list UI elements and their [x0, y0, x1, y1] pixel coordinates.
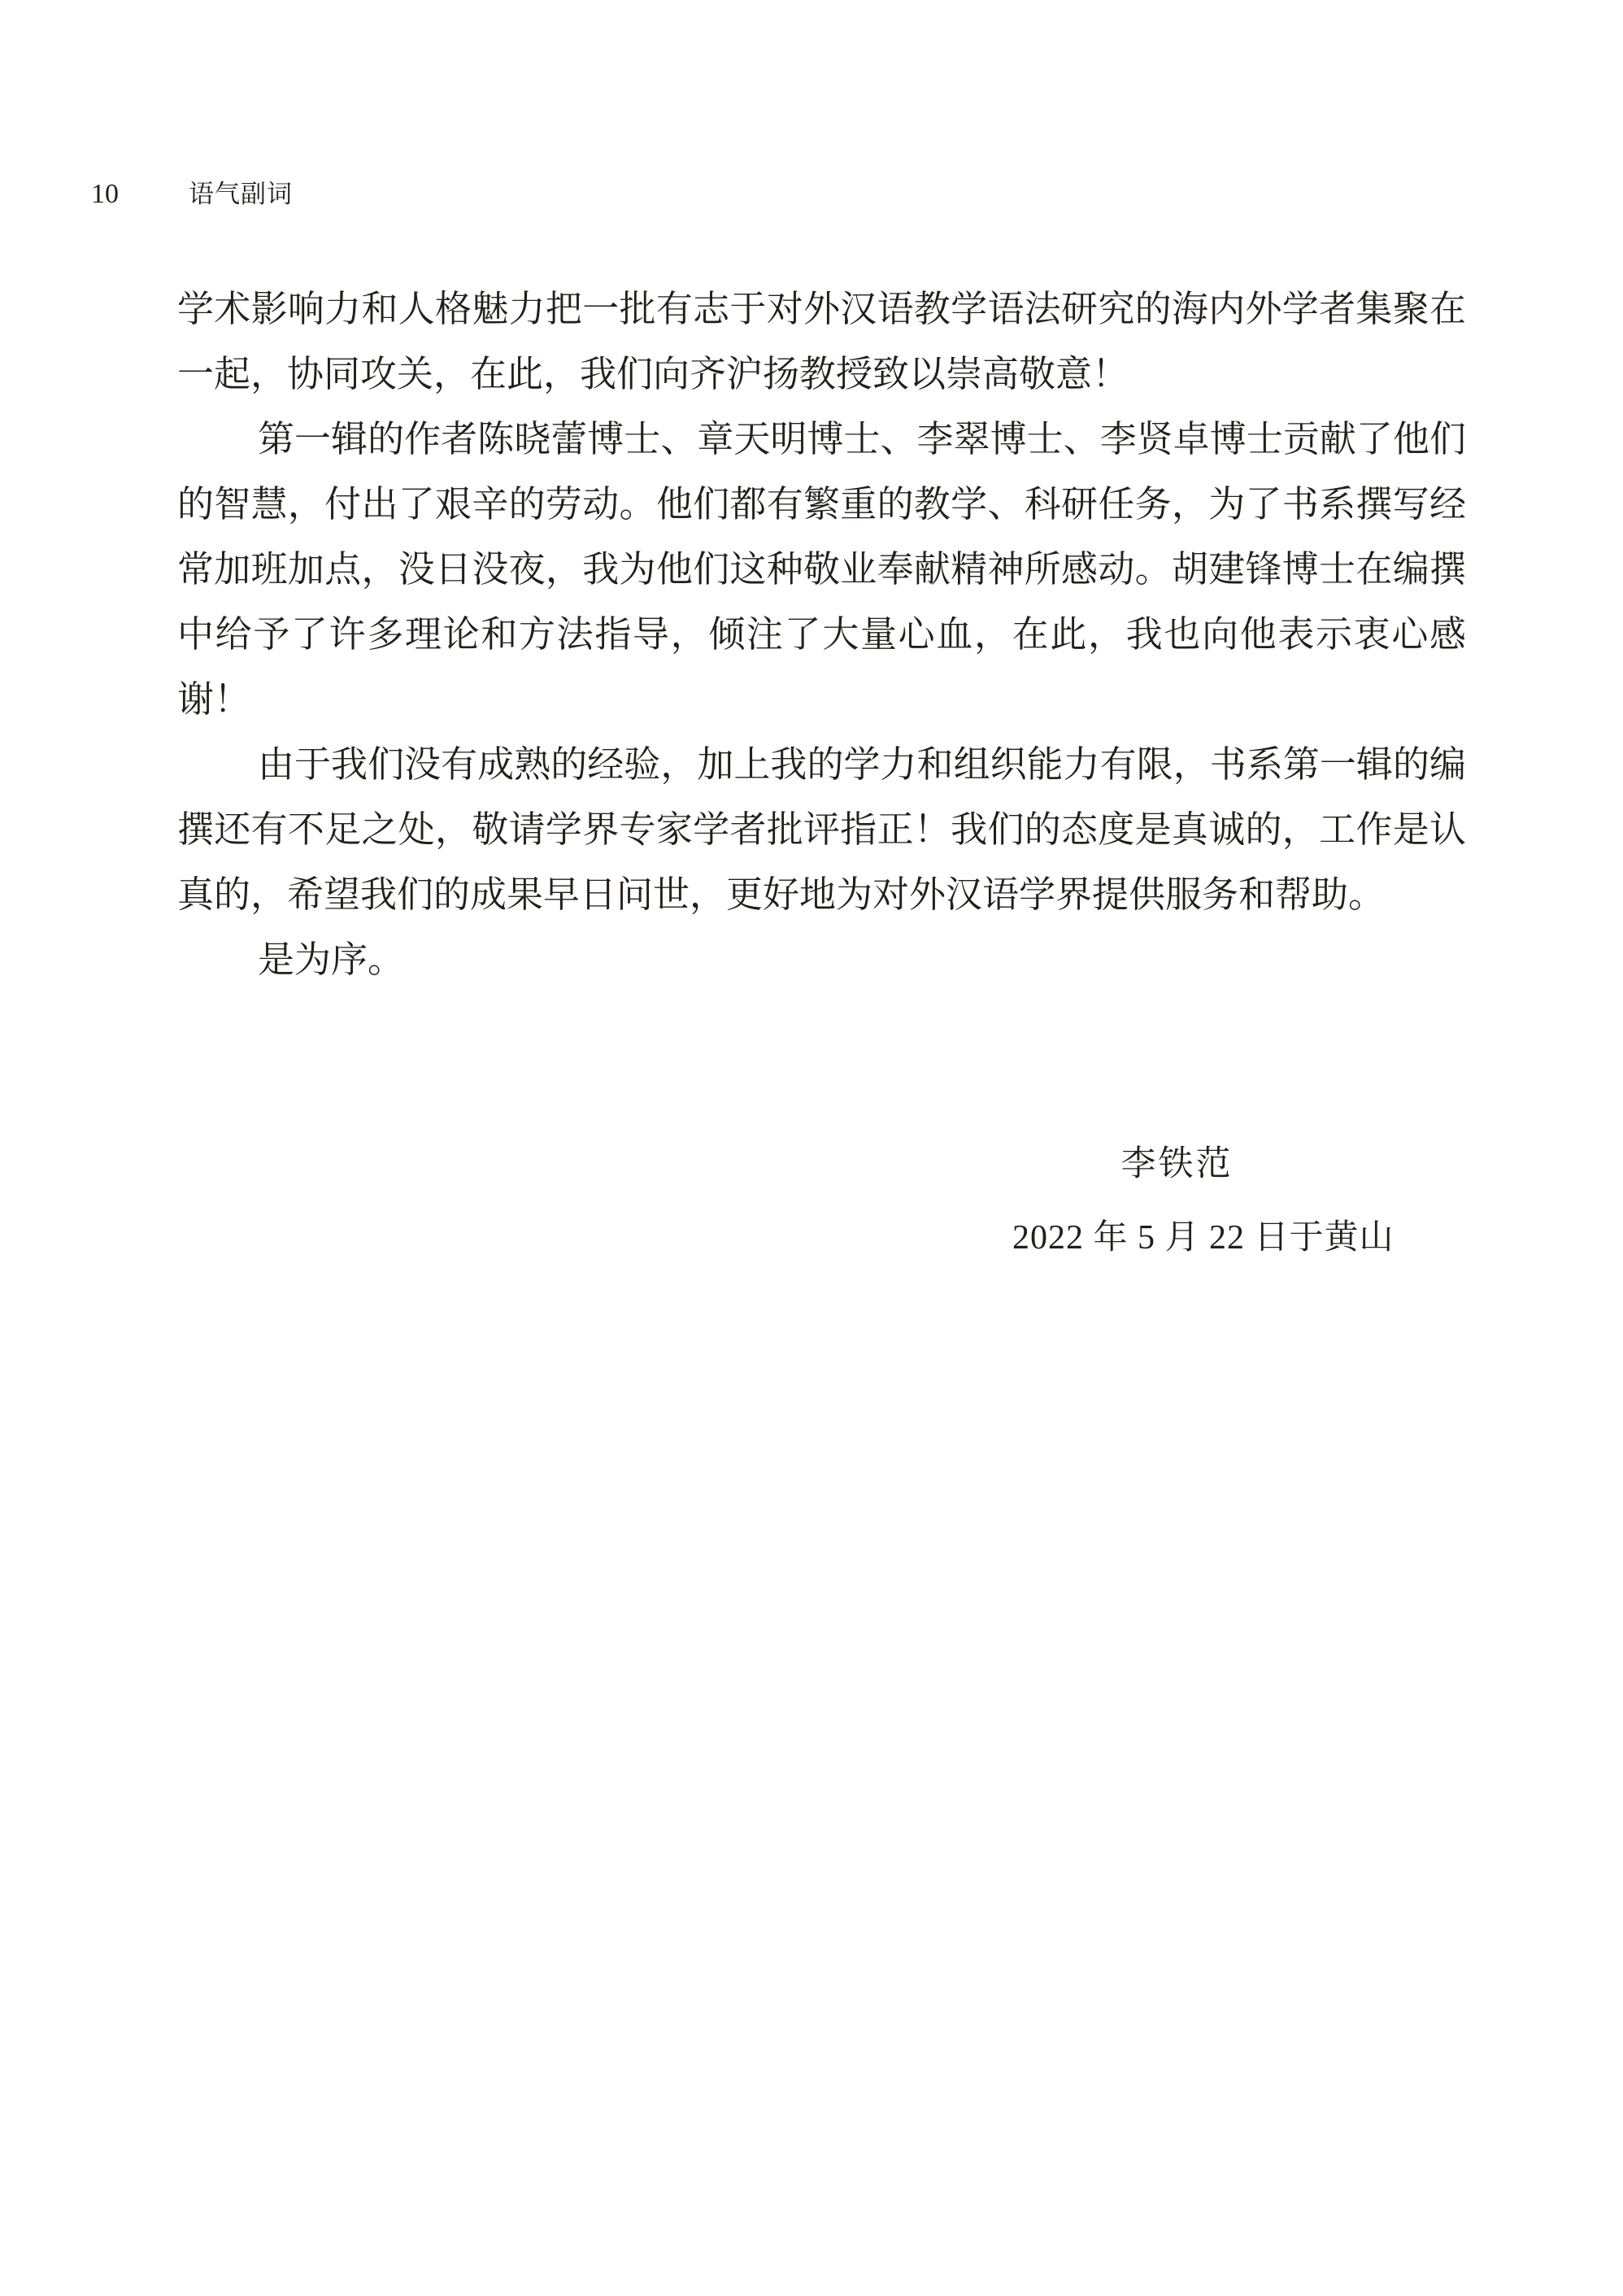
- paragraph-closing: 是为序。: [258, 939, 405, 980]
- paragraph: 由于我们没有成熟的经验，加上我的学力和组织能力有限，书系第一辑的编撰还有不足之处，敬请学界专家学者批评指正！我们的态度是真诚的，工作是认真的，希望我们的成果早日问世，更好地为对外汉语学界提供服务和帮助。: [177, 744, 1466, 915]
- running-header: [91, 181, 1464, 213]
- running-title: 语气副词: [189, 180, 293, 208]
- body-text: [177, 277, 1466, 992]
- signature-date: 2022 年 5 月 22 日于黄山: [1012, 1219, 1395, 1257]
- signature-block: [1012, 1140, 1395, 1261]
- paragraph-continuation: 学术影响力和人格魅力把一批有志于对外汉语教学语法研究的海内外学者集聚在一起，协同攻关，在此，我们向齐沪扬教授致以崇高敬意！: [177, 289, 1466, 394]
- page-number: 10: [91, 179, 119, 209]
- author-name: 李铁范: [1120, 1145, 1234, 1183]
- paragraph: 第一辑的作者陈晓蕾博士、章天明博士、李翠博士、李贤卓博士贡献了他们的智慧，付出了艰辛的劳动。他们都有繁重的教学、科研任务，为了书系撰写经常加班加点，没日没夜，我为他们这种敬业奉献精神所感动。胡建锋博士在编撰中给予了许多理论和方法指导，倾注了大量心血，在此，我也向他表示衷心感谢！: [177, 419, 1466, 720]
